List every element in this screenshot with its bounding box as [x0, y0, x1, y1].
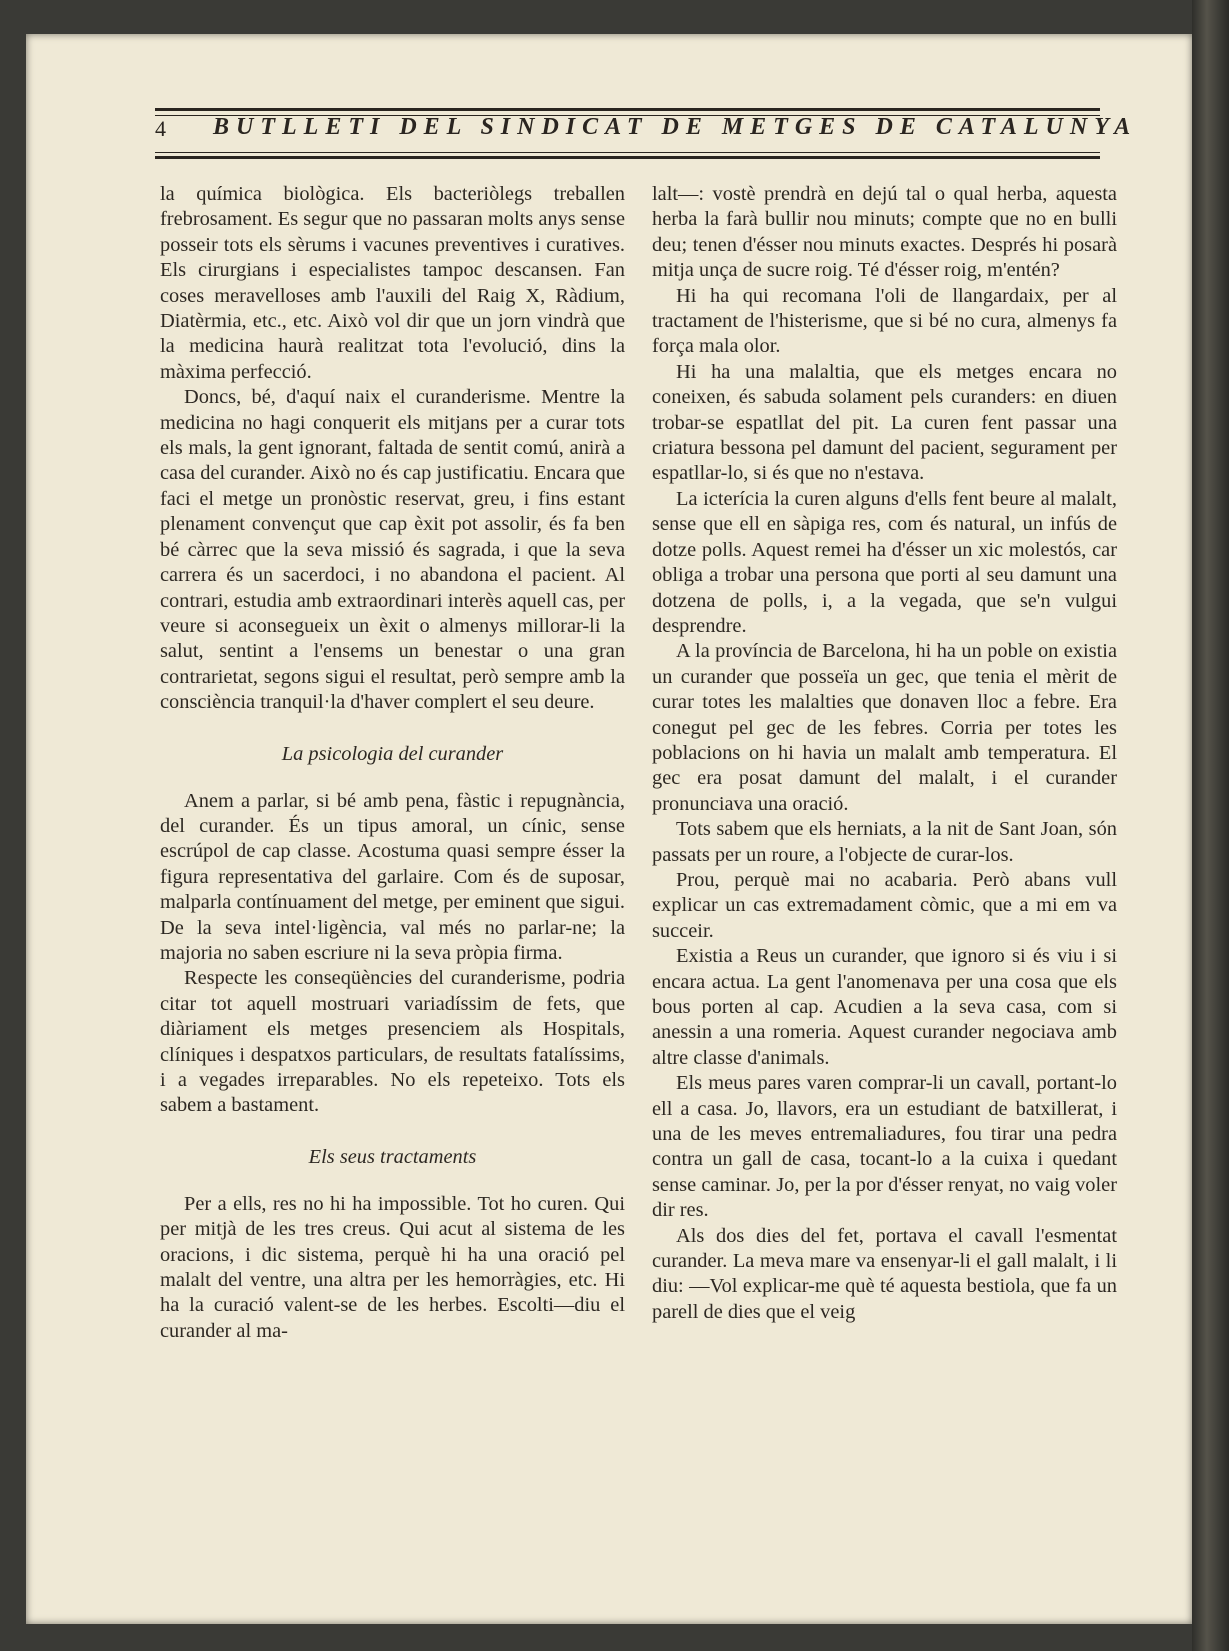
paragraph: Anem a parlar, si bé amb pena, fàstic i repugnància, del curander. És un tipus amoral, un cínic, sense escrúpol de cap classe. Acostuma quasi sempre ésser la figura representativa del garlaire. Com és de suposar, malparla contínuament del metge, per eminent que sigui. De la seva intel·ligència, val més no parlar-ne; la majoria no saben escriure ni la seva pròpia firma. — [160, 789, 625, 964]
paragraph: lalt—: vostè prendrà en dejú tal o qual herba, aquesta herba la farà bullir nou minuts; compte que no en bulli deu; tenen d'ésser nou minuts exactes. Després hi posarà mitja unça de sucre roig. Té d'ésser roig, m'entén? — [652, 183, 1117, 282]
paragraph: Per a ells, res no hi ha impossible. Tot ho curen. Qui per mitjà de les tres creus. Qui acut al sistema de les oracions, i dic sistema, perquè hi ha una oració pel malalt del ventre, una altra per les hemorràgies, etc. Hi ha la curació valent-se de les herbes. Escolti—diu el curander al ma- — [160, 1192, 625, 1342]
paragraph: Prou, perquè mai no acabaria. Però abans vull explicar un cas extremadament còmic, que a mi em va succeir. — [652, 868, 1117, 942]
header-rule-bottom — [155, 156, 1100, 159]
paragraph: Els meus pares varen comprar-li un cavall, portant-lo ell a casa. Jo, llavors, era un estudiant de batxillerat, i una de les meves entremaliadures, fou tirar una pedra contra un gall de casa, tocant-lo a la cuixa i quedant sense caminar. Jo, per la por d'ésser renyat, no vaig voler dir res. — [652, 1072, 1117, 1222]
header-rule-top — [155, 108, 1100, 111]
header-rule-bottom-thin — [155, 152, 1100, 153]
right-column — [652, 182, 1117, 1325]
left-column — [160, 182, 625, 1344]
paragraph: Hi ha qui recomana l'oli de llangardaix, per al tractament de l'histerisme, que si bé no cura, almenys fa força mala olor. — [652, 284, 1117, 358]
section-heading: Els seus tractaments — [308, 1145, 477, 1168]
paragraph: Doncs, bé, d'aquí naix el curanderisme. Mentre la medicina no hagi conquerit els mitjans per a curar tots els mals, la gent ignorant, faltada de sentit comú, anirà a casa del curander. Això no és cap justificatiu. Encara que faci el metge un pronòstic reservat, greu, i fins estant plenament convençut que cap èxit pot assolir, és fa ben bé càrrec que la seva missió és sagrada, i que la seva carrera és un sacerdoci, i no abandona el pacient. Al contrari, estudia amb extraordinari interès aquell cas, per veure si aconsegueix un èxit o almenys millorar-li la salut, sentint a l'ensems un benestar o una gran contrarietat, segons sigui el resultat, però sempre amb la consciència tranquil·la d'haver complert el seu deure. — [160, 386, 625, 714]
page-number: 4 — [155, 116, 166, 141]
page-header — [125, 72, 1138, 162]
book-spine — [1192, 0, 1229, 1651]
paragraph: Respecte les conseqüències del curanderisme, podria citar tot aquell mostruari variadíssim de fets, que diàriament els metges presenciem als Hospitals, clíniques i despatxos particulars, de resultats fatalíssims, i a vegades irreparables. No els repeteixo. Tots els sabem a bastament. — [160, 967, 625, 1117]
paragraph: la química biològica. Els bacteriòlegs treballen frebrosament. Es segur que no passaran molts anys sense posseir tots els sèrums i vacunes preventives i curatives. Els cirurgians i especialistes tampoc descansen. Fan coses meravelloses amb l'auxili del Raig X, Ràdium, Diatèrmia, etc., etc. Això vol dir que un jorn vindrà que la medicina haurà realitzat tota l'evolució, dins la màxima perfecció. — [160, 183, 625, 383]
paragraph: Tots sabem que els herniats, a la nit de Sant Joan, són passats per un roure, a l'objecte de curar-los. — [652, 818, 1117, 866]
paragraph: A la província de Barcelona, hi ha un poble on existia un curander que posseïa un gec, que tenia el mèrit de curar totes les malalties que donaven lloc a febre. Era conegut pel gec de les febres. Corria per totes les poblacions on hi havia un malalt amb temperatura. El gec era posat damunt del malalt, i el curander pronunciava una oració. — [652, 640, 1117, 815]
paragraph: Existia a Reus un curander, que ignoro si és viu i si encara actua. La gent l'anomenava per una cosa que els bous porten al cap. Acudien a la seva casa, com si anessin a una romeria. Aquest curander negociava amb altre classe d'animals. — [652, 945, 1117, 1069]
section-heading: La psicologia del curander — [281, 742, 504, 765]
paragraph: Als dos dies del fet, portava el cavall l'esmentat curander. La meva mare va ensenyar-li el gall malalt, i li diu: —Vol explicar-me què té aquesta bestiola, que fa un parell de dies que el veig — [652, 1224, 1117, 1323]
paragraph: Hi ha una malaltia, que els metges encara no coneixen, és sabuda solament pels curanders: en diuen trobar-se espatllat del pit. La curen fent passar una criatura bessona pel damunt del pacient, segurament per espatllar-lo, si és que no n'estava. — [652, 360, 1117, 485]
paragraph: La icterícia la curen alguns d'ells fent beure al malalt, sense que ell en sàpiga res, com és natural, un infús de dotze polls. Aquest remei ha d'ésser un xic molestós, car obliga a trobar una persona que porti al seu damunt una dotzena de polls, i, a la vegada, que se'n vulgui desprendre. — [652, 487, 1117, 637]
running-title: BUTLLETI DEL SINDICAT DE METGES DE CATALUNYA — [213, 114, 1138, 140]
